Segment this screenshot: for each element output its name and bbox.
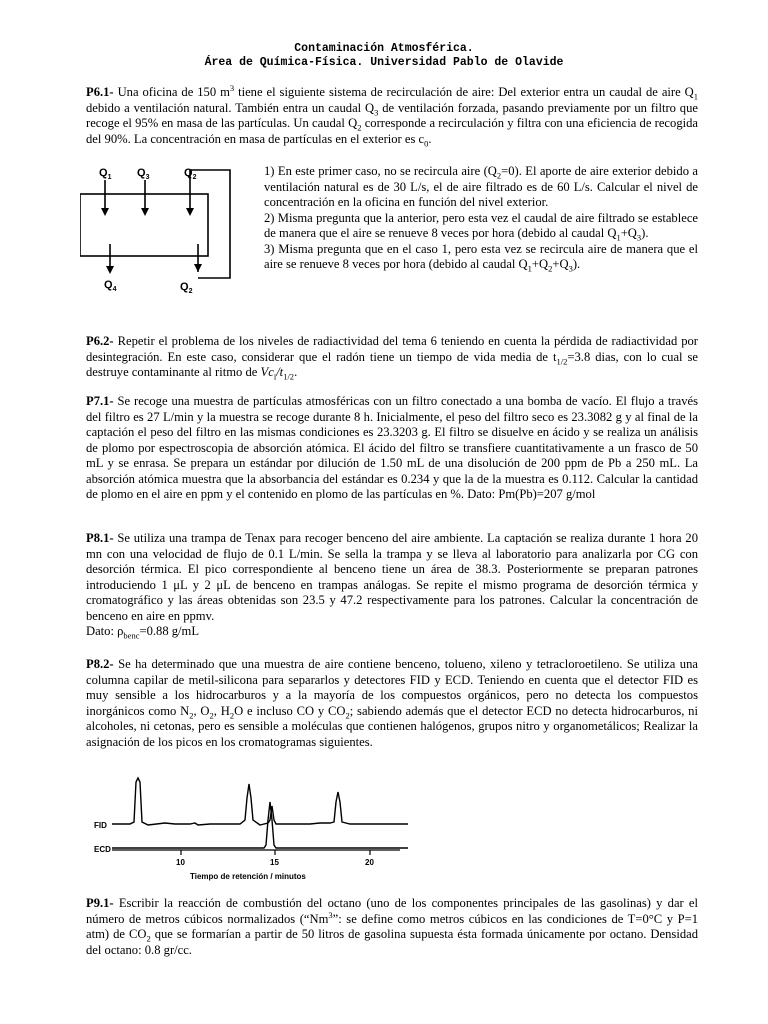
chromatogram <box>90 768 420 883</box>
problem-6-2-statement: P6.2- Repetir el problema de los niveles de radiactividad del tema 6 teniendo en cuenta la pérdida de radiactividad por desintegración. En este caso, considerar que el radón tiene un tiempo de vida media de $t_{1/2}=3.8$ dias, con lo cual se destruye contaminante al ritmo de $Vc_i/t_{1/2}$. <box>86 334 699 382</box>
tick-label-15: 15 <box>270 858 279 867</box>
office-box <box>80 194 208 256</box>
svg-text:Q4: $Q_4$ <box>104 279 117 293</box>
problem-9-1-statement: P9.1- Escribir la reacción de combustión del octano (uno de los componentes principales de las gasolinas) y dar el número de metros cúbicos normalizados (“Nm$^3$”: se define como metros cúbicos en las condiciones de T=0°C y P=1 atm) de $CO_2$ que se formarían a partir de 50 litros de gasolina supuesta ésta formada únicamente por octano. Densidad del octano: 0.8 gr/cc. <box>86 896 698 957</box>
header-subtitle: Área de Química-Física. Universidad Pablo de Olavide <box>204 56 564 69</box>
ecd-label: ECD <box>94 845 111 854</box>
tick-label-10: 10 <box>176 858 185 867</box>
case-1: 1) En este primer caso, no se recircula aire $(Q_2=0)$. El aporte de aire exterior debido a ventilación natural es de 30 L/s, el de aire filtrado es de 60 L/s. Calcular el nivel de concentración en la oficina en función del nivel exterior. <box>264 164 698 209</box>
problem-8-2-statement: P8.2- Se ha determinado que una muestra de aire contiene benceno, tolueno, xileno y tetracloroetileno. Se utiliza una columna capilar de metil-silicona para separarlos y detectores FID y ECD. Teniendo en cuenta que el detector FID es muy sensible a los hidrocarburos y a la mayoría de los compuestos orgánicos, pero no detecta los compuestos inorgánicos como $N_2$, $O_2$, $H_2O$ e incluso CO y $CO_2$; sabiendo además que el detector ECD no detecta hidrocarburos, ni alcoholes, ni cetonas, pero es sensible a moléculas que contienen halógenos, grupos nitro y organometálicos; Realizar la asignación de los picos en los cromatogramas siguientes. <box>86 657 698 749</box>
recirculation-diagram <box>80 160 260 300</box>
case-2: 2) Misma pregunta que la anterior, pero esta vez el caudal de aire filtrado se establece de manera que el aire se renueve 8 veces por hora (debido al caudal $Q_1+Q_3$). <box>264 210 698 243</box>
svg-text:Q3: $Q_3$ <box>137 167 150 181</box>
case-3: 3) Misma pregunta que en el caso 1, pero esta vez se recircula aire de manera que el aire se renueve 8 veces por hora (debido al caudal $Q_1+Q_2+Q_3$). <box>264 241 698 274</box>
svg-text:Q2: $Q_2$ <box>184 167 197 181</box>
problem-8-1-statement: P8.1- Se utiliza una trampa de Tenax para recoger benceno del aire ambiente. La captación se realiza durante 1 hora 20 mn con una velocidad de flujo de 0.1 L/min. Se sella la trampa y se lleva al laboratorio para analizarla por CG con desorción térmica. El pico correspondiente al benceno tiene un área de 38.3. Posteriormente se preparan patrones introduciendo 1 μL y 2 μL de benceno en trampas análogas. Se repite el mismo programa de desorción térmica y cromatográfico y las áreas obtenidas son 23.5 y 47.2 respectivamente para los patrones. Calcular la concentración de benceno en aire en ppmv. Dato: $\rho_{benc}=0.88$ g/mL <box>86 531 698 641</box>
axis-label: Tiempo de retención / minutos <box>190 872 306 881</box>
problem-6-1-statement: P6.1- Una oficina de 150 $m^3$ tiene el siguiente sistema de recirculación de aire: Del exterior entra un caudal de aire $Q_1$ debido a ventilación natural. También entra un caudal $Q_3$ de ventilación forzada, pasando previamente por un filtro que recoge el 95% en masa de las partículas. Un caudal $Q_2$ corresponde a recirculación y filtra con una eficiencia de recogida del 90%. La concentración en masa de partículas en el exterior es $c_0$. <box>86 82 698 149</box>
problem-label: P6.1- <box>86 85 114 99</box>
svg-text:Q1: $Q_1$ <box>99 167 112 181</box>
problem-7-1-statement: P7.1- Se recoge una muestra de partículas atmosféricas con un filtro conectado a una bomba de vacío. El flujo a través del filtro es 27 L/min y la muestra se recoge durante 8 h. Inicialmente, el peso del filtro seco es 23.3082 g y al final de la captación el peso del filtro en las mismas condiciones es 23.3203 g. El filtro se disuelve en ácido y se realiza un análisis de plomo por espectroscopia de absorción atómica. El ácido del filtro se transfiere cuantitativamente a un frasco de 50 mL y se enrasa. Se prepara un estándar por dilución de 1.50 mL de una disolución de 200 ppm de Pb a 250 mL. La absorción atómica muestra que la absorbancia del estándar es 0.234 y que la de la muestra es 0.112. Calcular la cantidad de plomo en el aire en ppm y el contenido en plomo de las partículas en %. Dato: Pm(Pb)=207 g/mol <box>86 394 698 501</box>
tick-label-20: 20 <box>365 858 374 867</box>
recirculation-loop <box>190 170 230 278</box>
svg-text:Q2: $Q_2$ <box>180 281 193 295</box>
fid-label: FID <box>94 821 107 830</box>
header-title: Contaminación Atmosférica. <box>294 42 474 55</box>
fid-trace <box>112 778 408 825</box>
problem-6-1-cases <box>264 164 698 273</box>
